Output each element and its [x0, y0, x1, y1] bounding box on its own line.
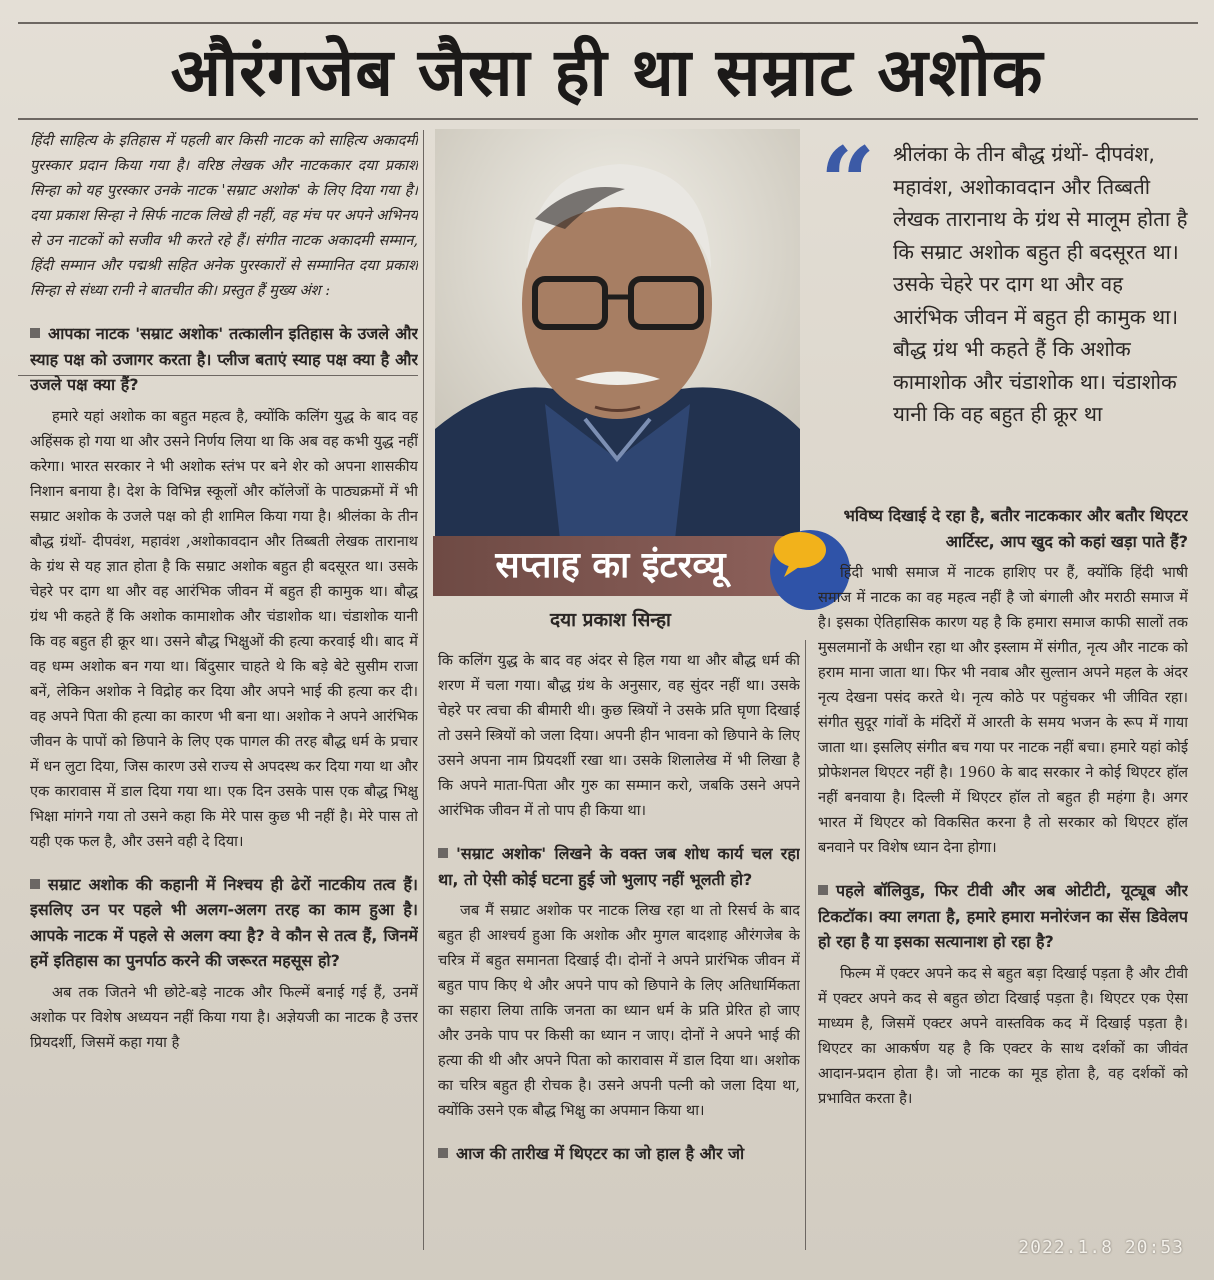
middle-column — [438, 648, 800, 1253]
question-1 — [30, 321, 418, 398]
bullet-square-icon — [30, 328, 40, 338]
bullet-square-icon — [438, 848, 448, 858]
column-divider — [423, 130, 424, 1250]
right-column — [818, 495, 1188, 1253]
byline: दया प्रकाश सिन्हा — [550, 609, 671, 631]
pull-quote: श्रीलंका के तीन बौद्ध ग्रंथों- दीपवंश, महावंश, अशोकावदान और तिब्बती लेखक तारानाथ के ग्रंथ से मालूम होता है कि सम्राट अशोक बहुत ही बदसूरत था। उसके चेहरे पर दाग था और वह आरंभिक जीवन में बहुत ही कामुक था। बौद्ध ग्रंथ भी कहते हैं कि अशोक कामाशोक और चंडाशोक था। चंडाशोक यानी कि वह बहुत ही क्रूर था — [893, 142, 1188, 426]
question-2 — [30, 872, 418, 974]
left-column — [30, 128, 418, 1253]
answer-5: फिल्म में एक्टर अपने कद से बहुत बड़ा दिखाई पड़ता है और टीवी में एक्टर अपने कद से बहुत छोटा दिखाई पड़ता है। थिएटर एक ऐसा माध्यम है, जिसमें एक्टर अपने वास्तविक कद में दिखाई पड़ता है। थिएटर का आकर्षण यह है कि एक्टर के साथ दर्शकों का जीवंत आदान-प्रदान होता है। जो नाटक का मूड होता है, वह दर्शकों को प्रभावित करता है। — [818, 964, 1188, 1107]
headline: औरंगजेब जैसा ही था सम्राट अशोक — [170, 34, 1044, 111]
answer-1: हमारे यहां अशोक का बहुत महत्व है, क्योंकि कलिंग युद्ध के बाद वह अहिंसक हो गया था और उसने निर्णय लिया था कि अब वह कभी युद्ध नहीं करेगा। भारत सरकार ने भी अशोक स्तंभ पर बने शेर को अपना शासकीय निशान बनाया है। देश के विभिन्न स्कूलों और कॉलेजों के पाठ्यक्रमों में भी सम्राट अशोक के उजले पक्ष को ही शामिल किया गया है। श्रीलंका के तीन बौद्ध ग्रंथों- दीपवंश, महावंश ,अशोकावदान और तिब्बती लेखक तारानाथ के ग्रंथ से यह ज्ञात होता है कि सम्राट अशोक बहुत ही बदसूरत था। उसके चेहरे पर दाग था और वह आरंभिक जीवन में बहुत ही कामुक था। बौद्ध ग्रंथ भी कहते हैं कि अशोक कामाशोक और चंडाशोक था। चंडाशोक यानी कि वह बहुत ही क्रूर था। उसने बौद्ध भिक्षुओं की हत्या करवाई थी। बाद में वह धम्म अशोक बन गया था। बिंदुसार चाहते थे कि बड़े बेटे सुसीम राजा बनें, लेकिन अशोक ने विद्रोह कर दिया और अपने भाई की हत्या कर दी। वह अपने पिता की हत्या का कारण भी बना था। अशोक ने अपने आरंभिक जीवन के पापों को छिपाने के लिए एक पागल की तरह बौद्ध धर्म के प्रचार में धन लुटा दिया, जिस कारण उसे राज्य से अपदस्थ कर दिया गया था और एक कारावास में डाल दिया गया था। एक दिन उसके पास एक बौद्ध भिक्षु भिक्षा मांगने गया तो उसने कहा कि मेरे पास कुछ भी नहीं है। मेरे पास तो यही एक फल है, और उसने वही दे दिया। — [30, 407, 418, 850]
question-2-text: सम्राट अशोक की कहानी में निश्चय ही ढेरों नाटकीय तत्व हैं। इसलिए उन पर पहले भी अलग-अलग तरह का काम हुआ है। आपके नाटक में पहले से अलग क्या है? वे कौन से तत्व हैं, जिनमें हमें इतिहास का पुनर्पाठ करने की जरूरत महसूस हो? — [30, 874, 418, 970]
question-5-text: पहले बॉलिवुड, फिर टीवी और अब ओटीटी, यूट्यूब और टिकटॉक। क्या लगता है, हमारे हमारा मनोरंजन का सेंस डिवेलप हो रहा है या इसका सत्यानाश हो रहा है? — [818, 881, 1188, 951]
portrait-illustration — [435, 129, 800, 539]
question-3-text: 'सम्राट अशोक' लिखने के वक्त जब शोध कार्य चल रहा था, तो ऐसी कोई घटना हुई जो भुलाए नहीं भूलती हो? — [438, 844, 800, 889]
question-3 — [438, 841, 800, 892]
bullet-square-icon — [818, 885, 828, 895]
question-4 — [438, 1141, 800, 1167]
portrait-photo — [435, 129, 800, 539]
answer-4: हिंदी भाषी समाज में नाटक हाशिए पर हैं, क्योंकि हिंदी भाषी समाज में नाटक का वह महत्व नहीं है जो बंगाली और मराठी समाज में है। इसका ऐतिहासिक कारण यह है कि हमारा समाज काफी सालों तक मुसलमानों के अधीन रहा था और इस्लाम में संगीत, नृत्य और नाटक को हराम माना जाता था। फिर भी नवाब और सुल्तान अपने महल के अंदर नृत्य देखना पसंद करते थे। नृत्य कोठे पर पहुंचकर भी जीवित रहा। संगीत सुदूर गांवों के मंदिरों में आरती के समय भजन के रूप में गाया जाता था। इसलिए संगीत बच गया पर नाटक नहीं बचा। हमारे यहां कोई प्रोफेशनल थिएटर नहीं है। 1960 के बाद सरकार ने कोई थिएटर हॉल नहीं बनवाया है। दिल्ली में थिएटर हॉल तो बहुत ही महंगा है। अगर भारत में थिएटर को विकसित करना है तो सरकार को थिएटर हॉल बनवाने पर विशेष ध्यान देना होगा। — [818, 564, 1188, 856]
question-1-text: आपका नाटक 'सम्राट अशोक' तत्कालीन इतिहास के उजले और स्याह पक्ष को उजागर करता है। प्लीज बताएं स्याह पक्ष क्या है और उजले पक्ष क्या हैं? — [30, 324, 418, 394]
photo-timestamp: 2022.1.8 20:53 — [1018, 1237, 1184, 1258]
headline-rule — [18, 118, 1198, 120]
question-4-text: आज की तारीख में थिएटर का जो हाल है और जो — [456, 1144, 745, 1163]
bullet-square-icon — [438, 1148, 448, 1158]
answer-2: अब तक जितने भी छोटे-बड़े नाटक और फिल्में बनाई गई हैं, उनमें अशोक पर विशेष अध्ययन नहीं किया गया है। अज्ञेयजी का नाटक है उत्तर प्रियदर्शी, जिसमें कहा गया है — [30, 983, 418, 1051]
top-rule — [18, 22, 1198, 24]
column-divider — [805, 640, 806, 1250]
answer-2-continued: कि कलिंग युद्ध के बाद वह अंदर से हिल गया था और बौद्ध धर्म की शरण में चला गया। बौद्ध ग्रंथ के अनुसार, वह सुंदर नहीं था। उसके चेहरे पर त्वचा की बीमारी थी। कुछ स्त्रियों ने उसके प्रति घृणा दिखाई तो उसने स्त्रियों को जला दिया। अपनी हीन भावना को छिपाने के लिए उसने अपना नाम प्रियदर्शी रखा था। उसके शिलालेख में भी लिखा है कि अपने माता-पिता और गुरु का सम्मान करो, जबकि उसने अपने आरंभिक जीवन में तो पाप ही किया था। — [438, 652, 800, 819]
answer-3: जब मैं सम्राट अशोक पर नाटक लिख रहा था तो रिसर्च के बाद बहुत ही आश्चर्य हुआ कि अशोक और मुगल बादशाह औरंगजेब के चरित्र में बहुत समानता दिखाई दी। दोनों ने अपने प्रारंभिक जीवन में बहुत पाप किए थे और अपने पाप को छिपाने के लिए अतिधार्मिकता का सहारा लिया ताकि जनता का ध्यान धर्म के प्रति प्रेरित हो जाए और उनके पाप पर किसी का ध्यान न जाए। दोनों ने अपने भाई की हत्या की थी और अपने पिता को कारावास में डाल दिया था। अशोक का चरित्र बहुत ही रोचक है। उसने अपनी पत्नी को जला दिया था, क्योंकि उसने एक बौद्ध भिक्षु का अपमान किया था। — [438, 902, 800, 1119]
question-4-continued: भविष्य दिखाई दे रहा है, बतौर नाटककार और बतौर थिएटर आर्टिस्ट, आप खुद को कहां खड़ा पाते हैं? — [843, 506, 1188, 551]
question-5 — [818, 878, 1188, 955]
section-badge: सप्ताह का इंटरव्यू — [433, 536, 788, 596]
bullet-square-icon — [30, 879, 40, 889]
intro-paragraph: हिंदी साहित्य के इतिहास में पहली बार किसी नाटक को साहित्य अकादमी पुरस्कार प्रदान किया गया है। वरिष्ठ लेखक और नाटककार दया प्रकाश सिन्हा को यह पुरस्कार उनके नाटक 'सम्राट अशोक' के लिए दिया गया है। दया प्रकाश सिन्हा ने सिर्फ नाटक लिखे ही नहीं, वह मंच पर अपने अभिनय से उन नाटकों को सजीव भी करते रहे हैं। संगीत नाटक अकादमी सम्मान, हिंदी सम्मान और पद्मश्री सहित अनेक पुरस्कारों से सम्मानित दया प्रकाश सिन्हा से संध्या रानी ने बातचीत की। प्रस्तुत हैं मुख्य अंश : — [30, 132, 418, 299]
quote-mark-icon: “ — [820, 126, 876, 239]
